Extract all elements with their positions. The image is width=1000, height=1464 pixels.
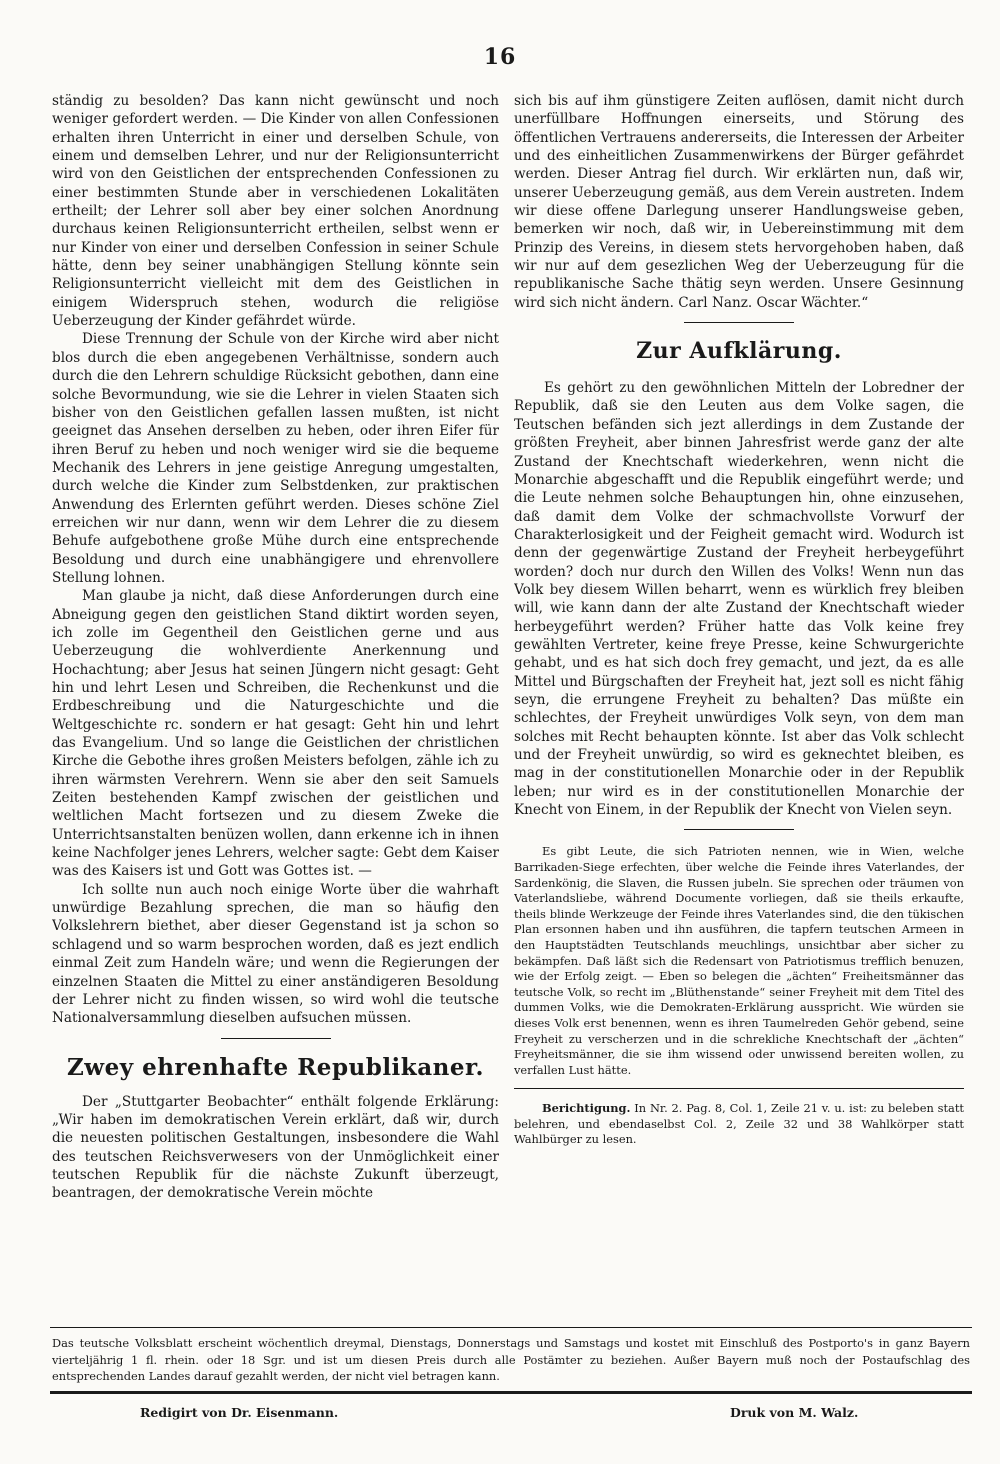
correction-notice: [514, 1101, 964, 1147]
article-heading-republikaner: Zwey ehrenhafte Republikaner.: [66, 1053, 485, 1081]
left-column: [52, 92, 499, 1322]
section-divider: [221, 1038, 331, 1039]
printer-imprint: Druk von M. Walz.: [730, 1405, 859, 1420]
article-heading-aufklaerung: Zur Aufklärung.: [636, 338, 842, 365]
right-paragraph-2: Es gehört zu den gewöhnlichen Mitteln der Lobredner der Republik, daß sie den Leuten aus dem Volke sagen, die Teutschen befänden sich jezt allerdings in dem Zustande der größten Freyheit, aber binnen Jahresfrist werde ganz der alte Zustand der Knechtschaft wiederkehren, wenn nicht die Monarchie abgeschafft und die Republik eingeführt werde; und die Leute nehmen solche Behauptungen hin, ohne einzusehen, daß damit dem Volke der schmachvollste Vorwurf der Charakterlosigkeit und der Feigheit gemacht wird. Wodurch ist denn der gegenwärtige Zustand der Freyheit herbeygeführt worden? doch nur durch den Willen des Volks! Wenn nun das Volk bey diesem Willen beharrt, wenn es würklich frey bleiben will, wie kann dann der alte Zustand der Knechtschaft wieder herbeygeführt werden? Früher hatte das Volk keine frey gewählten Vertreter, keine freye Presse, keine Schwurgerichte gehabt, und es hat sich doch frey gemacht, und jezt, da es alle Mittel und Bürgschaften der Freyheit hat, jezt soll es nicht fähig seyn, die errungene Freyheit zu behalten? Das müßte ein schlechtes, der Freyheit unwürdiges Volk seyn, von dem man solches mit Recht behaupten könnte. Ist aber das Volk schlecht und der Freyheit unwürdig, so wird es geknechtet bleiben, es mag in der constitutionellen Monarchie oder in der Republik leben; nur wird es in der constitutionellen Monarchie der Knecht von Einem, in der Republik der Knecht von Vielen seyn.: [514, 380, 964, 819]
editor-imprint: Redigirt von Dr. Eisenmann.: [140, 1405, 339, 1420]
footer-divider: [50, 1327, 972, 1328]
right-paragraph-3: Es gibt Leute, die sich Patrioten nennen, wie in Wien, welche Barrikaden-Siege erfechten, über welche die Feinde ihres Vaterlandes, der Sardenkönig, die Slaven, die Russen jubeln. Sie sprechen oder träumen von Vaterlandsliebe, während Documente vorliegen, daß sie theils erkaufte, theils blinde Werkzeuge der Feinde ihres Vaterlandes sind, die den tükischen Plan ersonnen haben und ihn ausführen, die tapfern teutschen Armeen in den Hauptstädten Teutschlands meuchlings, unsichtbar aber sicher zu bekämpfen. Daß läßt sich die Redensart von Patriotismus trefflich benuzen, wie der Erfolg zeigt. — Eben so belegen die „ächten“ Freiheitsmänner das teutsche Volk, so recht im „Blüthenstande“ seiner Freyheit mit dem Titel des dummen Volks, wie die Demokraten-Erklärung ausspricht. Wie würden sie dieses Volk erst benennen, wenn es ihren Taumelreden Gehör gebend, seine Freyheit zu verscherzen und in die schrekliche Knechtschaft der „ächten“ Freyheitsmänner, die sie ihm wissend oder unwissend bereiten wollen, zu verfallen Lust hätte.: [514, 844, 964, 1077]
correction-text: In Nr. 2. Pag. 8, Col. 1, Zeile 21 v. u. ist: zu beleben statt belehren, und ebendaselbst Col. 2, Zeile 32 und 38 Wahlkörper statt Wahlbürger zu lesen.: [514, 1101, 964, 1147]
left-paragraph-2: Diese Trennung der Schule von der Kirche wird aber nicht blos durch die eben angegebenen Verhältnisse, sondern auch durch die den Lehrern schuldige Rücksicht gebothen, dann eine solche Bevormundung, wie sie die Lehrer in vielen Staaten sich bisher von den Geistlichen gefallen lassen mußten, ist nicht geeignet das Ansehen derselben zu heben, oder ihren Eifer für ihren Beruf zu heben und noch weniger wird sie die bequeme Mechanik des Lehrers in jene geistige Anregung umgestalten, durch welche die Kinder zum Selbstdenken, zur praktischen Anwendung des Erlernten geführt werden. Dieses schöne Ziel erreichen wir nur dann, wenn wir dem Lehrer die zu diesem Behufe aufgebothene große Mühe durch eine entsprechende Besoldung und durch eine unabhängigere und ehrenvollere Stellung lohnen.: [52, 331, 499, 586]
section-divider: [684, 322, 794, 323]
small-print-note: [514, 844, 964, 1078]
right-column: [514, 92, 964, 1327]
footer-divider-thick: [50, 1391, 972, 1394]
left-paragraph-1: ständig zu besolden? Das kann nicht gewünscht und noch weniger gefordert werden. — Die Kinder von allen Confessionen erhalten ihren Unterricht in einer und derselben Schule, von einem und demselben Lehrer, und nur der Religionsunterricht wird von den Geistlichen der entsprechenden Confessionen zu einer bestimmten Stunde aber in verschiedenen Lokalitäten ertheilt; der Lehrer soll aber bey einer solchen Anordnung durchaus keinen Religionsunterricht ertheilen, selbst wenn er nur Kinder von einer und derselben Confession in seiner Schule hätte, denn bey seiner unabhängigen Stellung könnte sein Religionsunterricht vielleicht mit dem des Geistlichen in einigem Widerspruch stehen, wodurch die religiöse Ueberzeugung der Kinder gefährdet würde.: [52, 93, 499, 330]
subscription-notice: Das teutsche Volksblatt erscheint wöchentlich dreymal, Dienstags, Donnerstags und Samstags und kostet mit Einschluß des Postporto's in ganz Bayern vierteljährig 1 fl. rhein. oder 18 Sgr. und ist um diesen Preis durch alle Postämter zu beziehen. Außer Bayern muß noch der Postaufschlag des entsprechenden Landes darauf gezahlt werden, der nicht viel betragen kann.: [52, 1336, 970, 1384]
section-divider: [514, 1088, 964, 1089]
section-divider: [684, 829, 794, 830]
left-paragraph-3: Man glaube ja nicht, daß diese Anforderungen durch eine Abneigung gegen den geistlichen Stand diktirt worden seyen, ich zolle im Gegentheil den Geistlichen gerne und aus Ueberzeugung die wohlverdiente Anerkennung und Hochachtung; aber Jesus hat seinen Jüngern nicht gesagt: Geht hin und lehrt Lesen und Schreiben, die Rechenkunst und die Erdbeschreibung und die Naturgeschichte und die Weltgeschichte rc. sondern er hat gesagt: Geht hin und lehrt das Evangelium. Und so lange die Geistlichen der christlichen Kirche die Gebothe ihres großen Meisters befolgen, zähle ich zu ihren wärmsten Verehrern. Wenn sie aber den seit Samuels Zeiten bestehenden Kampf zwischen der geistlichen und weltlichen Macht fortsezen und zu diesem Zweke die Unterrichtsanstalten benüzen wollen, dann erkenne ich in ihnen keine Nachfolger jenes Lehrers, welcher sagte: Gebt dem Kaiser was des Kaisers ist und Gott was Gottes ist. —: [52, 588, 499, 880]
left-paragraph-4: Ich sollte nun auch noch einige Worte über die wahrhaft unwürdige Bezahlung sprechen, die man so häufig den Volkslehrern biethet, aber dieser Gegenstand ist ja schon so schlagend und so warm besprochen worden, daß es jezt endlich einmal Zeit zum Handeln wäre; und wenn die Regierungen der einzelnen Staaten die Mittel zu einer anständigeren Besoldung der Lehrer nicht zu finden wissen, so wird wohl die teutsche Nationalversammlung dieselben aufsuchen müssen.: [52, 881, 499, 1027]
right-paragraph-1: sich bis auf ihm günstigere Zeiten auflösen, damit nicht durch unerfüllbare Hoffnungen einerseits, und Störung des öffentlichen Vertrauens andererseits, die Interessen der Arbeiter und des einheitlichen Zusammenwirkens der Bürger gefährdet werden. Dieser Antrag fiel durch. Wir erklärten nun, daß wir, unserer Ueberzeugung gemäß, aus dem Verein austreten. Indem wir diese offene Darlegung unserer Handlungsweise geben, bemerken wir noch, daß wir, in Uebereinstimmung mit dem Prinzip des Vereins, in diesem stets hervorgehoben haben, daß wir nur auf dem gesezlichen Weg der Ueberzeugung für die republikanische Sache thätig seyn werden. Unsere Gesinnung wird sich nicht ändern. Carl Nanz. Oscar Wächter.“: [514, 93, 964, 311]
page-number: 16: [483, 44, 517, 70]
left-paragraph-5: Der „Stuttgarter Beobachter“ enthält folgende Erklärung: „Wir haben im demokratischen Verein erklärt, daß wir, durch die neuesten politischen Gestaltungen, insbesondere die Wahl des teutschen Reichsverwesers von der Unmöglichkeit einer teutschen Republik für die nächste Zukunft überzeugt, beantragen, der demokratische Verein möchte: [52, 1093, 499, 1202]
correction-label: Berichtigung.: [542, 1101, 631, 1116]
